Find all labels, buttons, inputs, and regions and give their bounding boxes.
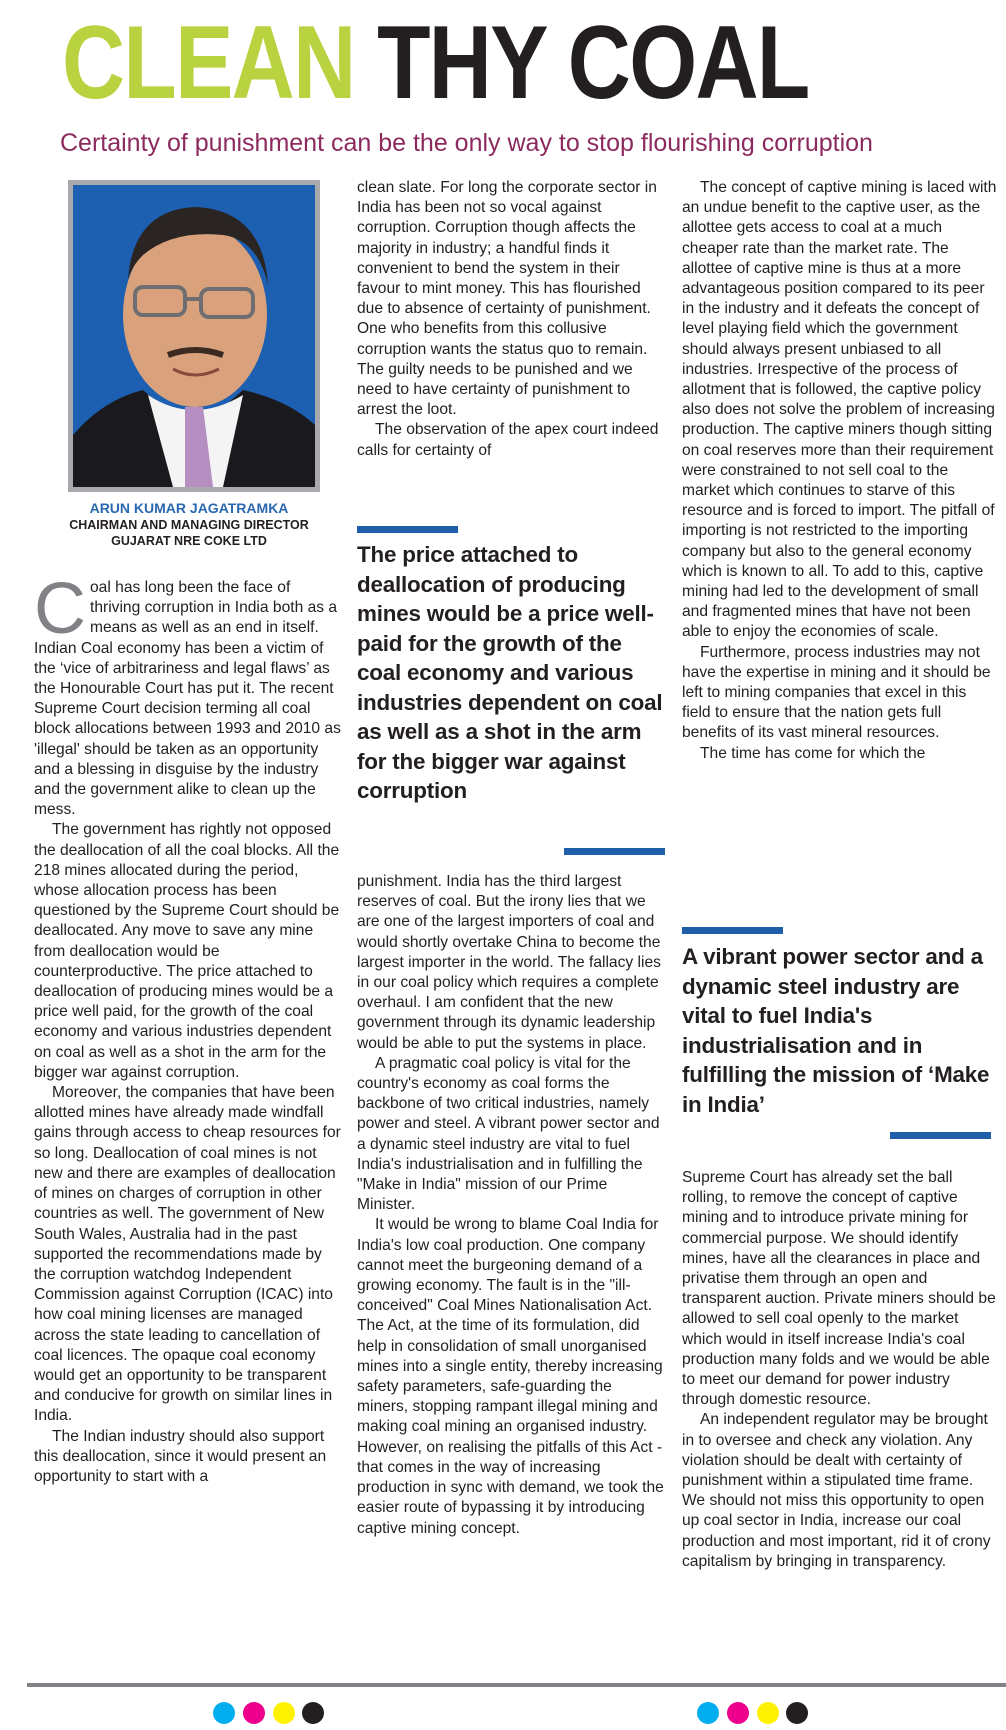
column-3-top: [682, 178, 998, 764]
paragraph: Furthermore, process industries may not have the expertise in mining and it should be left to mining companies that excel in this field to ensure that the nation gets full benefits of its vast mineral resources.: [682, 643, 991, 742]
author-title: CHAIRMAN AND MANAGING DIRECTOR: [69, 518, 309, 532]
registration-mark-cyan: [213, 1702, 235, 1724]
column-2-bottom: [357, 872, 667, 1539]
pullquote-bar-top: [357, 526, 458, 533]
registration-mark-black: [786, 1702, 808, 1724]
subheadline: Certainty of punishment can be the only way to stop flourishing corruption: [60, 129, 873, 157]
headline-word-thy-coal: THY COAL: [377, 5, 809, 121]
author-photo: [73, 185, 315, 487]
registration-mark-black: [302, 1702, 324, 1724]
registration-mark-magenta: [727, 1702, 749, 1724]
paragraph: The time has come for which the: [700, 744, 926, 762]
paragraph: The government has rightly not opposed the deallocation of all the coal blocks. All the 218 mines allocated during the period, whose allocation process has been questioned by the Supreme Court should be deallocated. Any move to save any mine from deallocation would be counterproductive. The price attached to deallocation of producing mines would be a price well paid, for the growth of the coal economy and various industries dependent on coal as well as a shot in the arm for the bigger war against corruption.: [34, 821, 340, 1081]
registration-mark-yellow: [273, 1702, 295, 1724]
author-company: GUJARAT NRE COKE LTD: [111, 534, 267, 548]
headline-word-clean: CLEAN: [62, 5, 355, 121]
paragraph: The observation of the apex court indeed calls for certainty of: [357, 421, 659, 459]
paragraph: clean slate. For long the corporate sector in India has been not so vocal against corruption. Corruption though affects the majority in industry; a handful finds it convenient to bend the system in their favour to mint money. This has flourished due to absence of certainty of punishment. One who benefits from this collusive corruption wants the status quo to remain. The guilty needs to be punished and we need to have certainty of punishment to arrest the loot.: [357, 179, 657, 419]
footer-rule: [27, 1683, 1006, 1687]
pullquote-bar-bottom: [564, 848, 665, 855]
headline: [62, 5, 809, 121]
drop-cap: C: [34, 569, 86, 649]
author-name: ARUN KUMAR JAGATRAMKA: [89, 500, 289, 516]
column-2-top: [357, 178, 667, 461]
paragraph: Coal has long been the face of thriving corruption in India both as a means as well as an end in itself. Indian Coal economy has been a victim of the ‘vice of arbitrariness and legal flaws’ as the Honourable Court has put it. The recent Supreme Court decision terming all coal block allocations between 1993 and 2010 as 'illegal' should be taken as an opportunity and a blessing in disguise by the industry and the government alike to clean up the mess.: [34, 569, 341, 819]
paragraph: Supreme Court has already set the ball rolling, to remove the concept of captive mining and to introduce private mining for commercial purpose. We should identify mines, have all the clearances in place and privatise them through an open and transparent auction. Private miners should be allowed to sell coal openly to the market which would in itself increase India's coal production many folds and we would be able to meet our demand for power industry through domestic resource.: [682, 1169, 996, 1409]
registration-mark-magenta: [243, 1702, 265, 1724]
pull-quote-1: The price attached to deallocation of producing mines would be a price well-paid for the growth of the coal economy and various industries dependent on coal as well as a shot in the arm for the bigger war against corruption: [357, 542, 663, 803]
portrait-illustration: [73, 185, 315, 487]
paragraph: Moreover, the companies that have been allotted mines have already made windfall gains through access to cheap resources for so long. Deallocation of coal mines is not new and there are examples of deallocation of mines on charges of corruption in other countries as well. The government of New South Wales, Australia had in the past supported the recommendations made by the corruption watchdog Independent Commission against Corruption (ICAC) into how coal mining licenses are managed across the state leading to cancellation of coal licences. The opaque coal economy would get an opportunity to be transparent and conducive for growth on similar lines in India.: [34, 1084, 341, 1425]
column-1: [34, 569, 344, 1487]
paragraph: A pragmatic coal policy is vital for the country's economy as coal forms the backbone of two critical industries, namely power and steel. A vibrant power sector and a dynamic steel industry are vital to fuel India's industrialisation and in fulfilling the "Make in India" mission of our Prime Minister.: [357, 1054, 660, 1214]
author-byline: [34, 500, 344, 549]
pullquote-bar-bottom: [890, 1132, 991, 1139]
pullquote-bar-top: [682, 927, 783, 934]
paragraph: The Indian industry should also support this deallocation, since it would present an opportunity to start with a: [34, 1427, 327, 1485]
column-3-bottom: [682, 1168, 998, 1572]
registration-mark-yellow: [757, 1702, 779, 1724]
registration-mark-cyan: [697, 1702, 719, 1724]
paragraph: An independent regulator may be brought in to oversee and check any violation. Any violation should be dealt with certainty of punishment within a stipulated time frame. We should not miss this opportunity to open up coal sector in India, increase our coal production and most important, rid it of crony capitalism by bringing in transparency.: [682, 1411, 991, 1570]
paragraph: punishment. India has the third largest reserves of coal. But the irony lies that we are one of the largest importers of coal and would shortly overtake China to become the largest importer in the world. The fallacy lies in our coal policy which requires a complete overhaul. I am confident that the new government through its dynamic leadership would be able to put the systems in place.: [357, 873, 661, 1052]
pull-quote-2: A vibrant power sector and a dynamic steel industry are vital to fuel India's industrialisation and in fulfilling the mission of ‘Make in India’: [682, 944, 990, 1117]
paragraph: The concept of captive mining is laced with an undue benefit to the captive user, as the allottee gets access to coal at a much cheaper rate than the market rate. The allottee of captive mine is thus at a more advantageous position compared to its peer in the industry and it defeats the concept of level playing field which the government should always present unbiased to all industries. Irrespective of the process of allotment that is followed, the captive policy also does not solve the problem of increasing production. The captive miners though sitting on coal reserves more than their requirement were constrained to not sell coal to the market which continues to starve of this resource and is forced to import. The pitfall of importing is not restricted to the importing company but also to the general economy which is known to all. To add to this, captive mining had led to the development of small and fragmented mines that have not been able to enjoy the economies of scale.: [682, 179, 997, 641]
paragraph: It would be wrong to blame Coal India for India's low coal production. One company cannot meet the burgeoning demand of a growing economy. The fault is in the "ill-conceived" Coal Mines Nationalisation Act. The Act, at the time of its formulation, did help in consolidation of small unorganised mines into a single entity, thereby increasing safety parameters, safe-guarding the miners, stopping rampant illegal mining and making coal mining an organised industry. However, on realising the pitfalls of this Act - that comes in the way of increasing production in sync with demand, we took the easier route of bypassing it by introducing captive mining concept.: [357, 1216, 664, 1537]
author-photo-frame: [68, 180, 320, 492]
